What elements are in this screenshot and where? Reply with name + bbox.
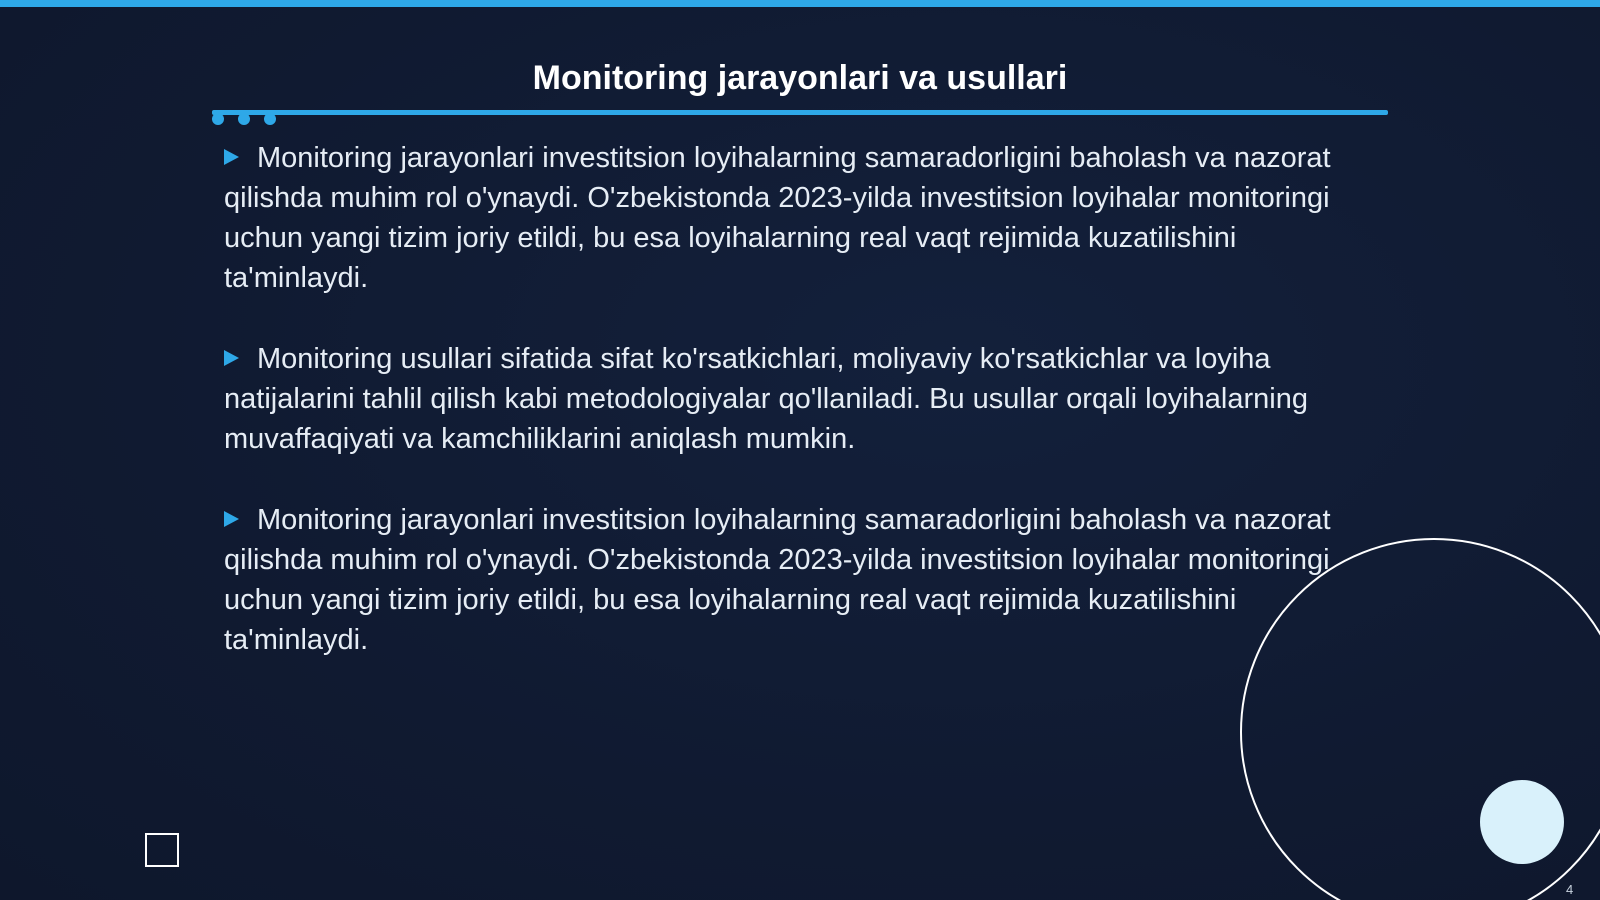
bullet-list bbox=[224, 138, 1354, 701]
slide-title: Monitoring jarayonlari va usullari bbox=[532, 59, 1068, 97]
triangle-right-icon bbox=[224, 149, 239, 165]
decorative-dot bbox=[238, 113, 250, 125]
bullet-text: Monitoring usullari sifatida sifat ko'rsatkichlari, moliyaviy ko'rsatkichlar va loyiha natijalarini tahlil qilish kabi metodologiyalar qo'llaniladi. Bu usullar orqali loyihalarning muvaffaqiyati va kamchiliklarini aniqlash mumkin. bbox=[224, 343, 1308, 455]
bullet-item bbox=[224, 500, 1354, 660]
bullet-text: Monitoring jarayonlari investitsion loyihalarning samaradorligini baholash va nazorat qilishda muhim rol o'ynaydi. O'zbekistonda 2023-yilda investitsion loyihalar monitoringi uchun yangi tizim joriy etildi, bu esa loyihalarning real vaqt rejimida kuzatilishini ta'minlaydi. bbox=[224, 142, 1331, 294]
bullet-text: Monitoring jarayonlari investitsion loyihalarning samaradorligini baholash va nazorat qilishda muhim rol o'ynaydi. O'zbekistonda 2023-yilda investitsion loyihalar monitoringi uchun yangi tizim joriy etildi, bu esa loyihalarning real vaqt rejimida kuzatilishini ta'minlaydi. bbox=[224, 504, 1331, 656]
bullet-item bbox=[224, 138, 1354, 298]
bullet-item bbox=[224, 339, 1354, 459]
decorative-dot bbox=[212, 113, 224, 125]
decorative-square bbox=[145, 833, 179, 867]
top-accent-bar bbox=[0, 0, 1600, 7]
title-underline bbox=[212, 110, 1388, 115]
triangle-right-icon bbox=[224, 350, 239, 366]
decorative-disc bbox=[1480, 780, 1564, 864]
triangle-right-icon bbox=[224, 511, 239, 527]
title-dots-decoration bbox=[212, 113, 276, 125]
page-number: 4 bbox=[1566, 882, 1574, 897]
decorative-dot bbox=[264, 113, 276, 125]
